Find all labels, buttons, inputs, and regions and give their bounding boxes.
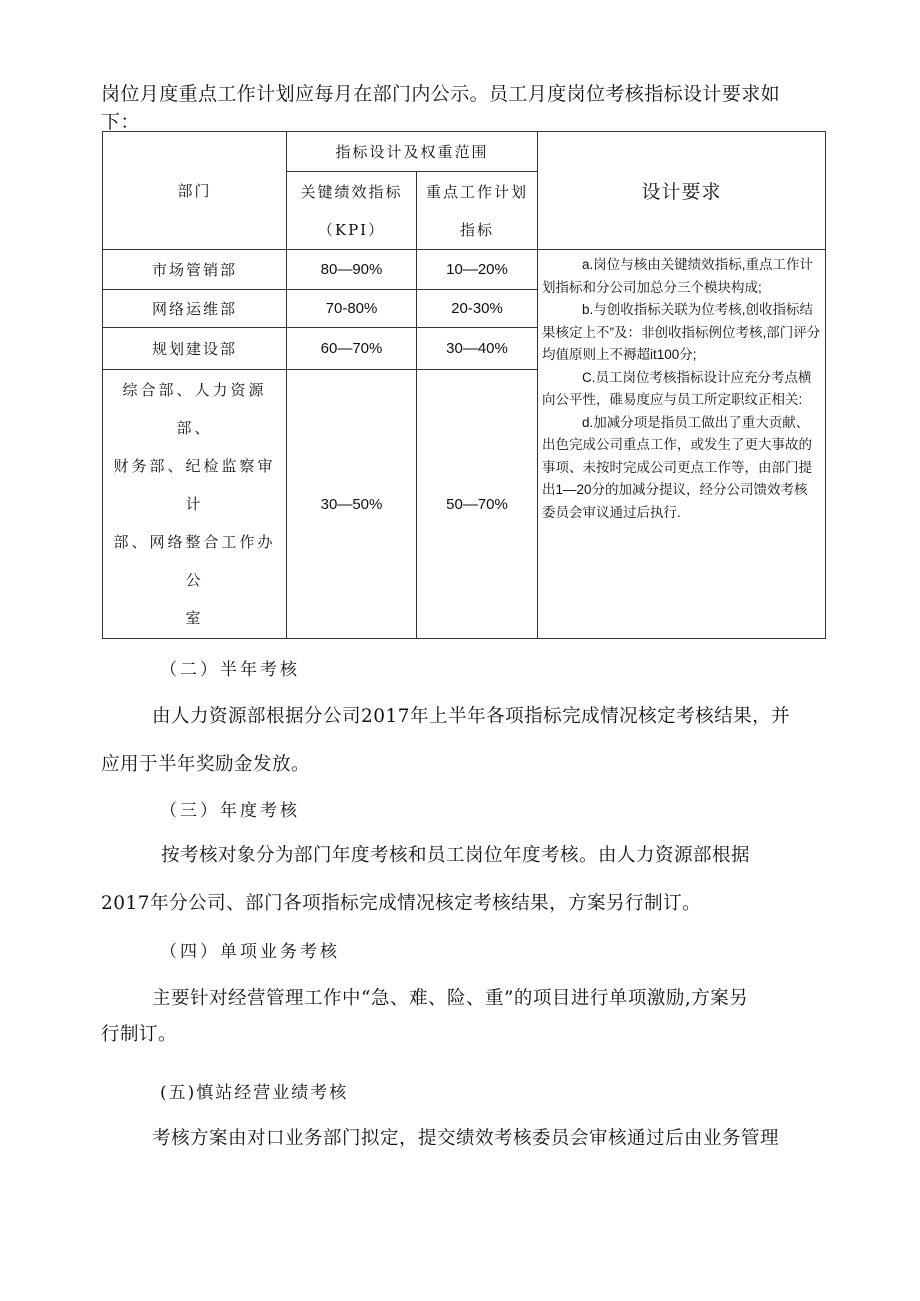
annual-line-2: 2017年分公司、部门各项指标完成情况核定考核结果，方案另行制订。: [101, 893, 702, 914]
requirement-a: a.岗位与核由关键绩效指标,重点工作计划指标和分公司加总分三个模块构成;: [542, 257, 814, 295]
half-year-line-2: 应用于半年奖励金发放。: [101, 754, 311, 775]
table-row: [103, 250, 826, 290]
single-line-1: 主要针对经营管理工作中“急、难、险、重”的项目进行单项激励,方案另: [152, 988, 749, 1009]
annual-paragraph: [101, 832, 825, 928]
header-range-group: 指标设计及权重范围: [287, 132, 538, 172]
intro-line-2: 下：: [101, 111, 140, 133]
kpi-cell: 30—50%: [287, 370, 417, 639]
plan-cell: 20-30%: [417, 290, 538, 328]
kpi-weight-table: [102, 131, 826, 639]
half-year-line-1: 由人力资源部根据分公司2017年上半年各项指标完成情况核定考核结果，并: [152, 706, 791, 727]
requirements-cell: [538, 250, 826, 639]
header-plan: [417, 172, 538, 250]
requirement-d: d.加减分项是指员工做出了重大贡献、出色完成公司重点工作，或发生了更大事故的事项、未按时完成公司更点工作等，由部门提出1—20分的加减分提议，经分公司馈效考核委员会审议通过后执行.: [542, 414, 813, 520]
header-plan-line-1: 重点工作计划: [426, 182, 529, 201]
plan-cell: 10—20%: [417, 250, 538, 290]
town-paragraph: [101, 1115, 825, 1163]
intro-paragraph: [101, 80, 825, 136]
single-line-2: 行制订。: [101, 1024, 178, 1045]
plan-cell: 50—70%: [417, 370, 538, 639]
half-year-paragraph: [101, 693, 825, 789]
header-requirements: 设计要求: [538, 132, 826, 250]
dept-cell: [103, 370, 287, 639]
requirement-b: b.与创收指标关联为位考核,创收指标结果核定上不”及：非创收指标例位考核,部门评分均值原则上不褥超it100分;: [542, 302, 821, 362]
section-heading-annual: （三）年度考核: [160, 801, 300, 821]
intro-line-1: 岗位月度重点工作计划应每月在部门内公示。员工月度岗位考核指标设计要求如: [101, 83, 781, 105]
header-kpi-line-1: 关键绩效指标: [300, 182, 403, 201]
annual-line-1: 按考核对象分为部门年度考核和员工岗位年度考核。由人力资源部根据: [161, 845, 751, 866]
dept-line: 综合部、人力资源部、: [122, 381, 267, 437]
dept-cell: 市场管销部: [103, 250, 287, 290]
requirement-c: C.员工岗位考核指标设计应充分考点横向公平性，碓易度应与员工所定职纹正相关:: [542, 369, 812, 407]
dept-line: 室: [185, 609, 204, 627]
dept-cell: 规划建设部: [103, 328, 287, 370]
plan-cell: 30—40%: [417, 328, 538, 370]
header-dept: 部门: [103, 132, 287, 250]
header-kpi: [287, 172, 417, 250]
section-heading-single: （四）单项业务考核: [160, 942, 340, 962]
dept-line: 部、网络整合工作办公: [113, 533, 276, 589]
header-kpi-line-2: （KPI）: [317, 220, 386, 239]
town-line-1: 考核方案由对口业务部门拟定，提交绩效考核委员会审核通过后由业务管理: [152, 1128, 780, 1149]
kpi-cell: 70-80%: [287, 290, 417, 328]
section-heading-half-year: （二）半年考核: [160, 660, 300, 680]
dept-cell: 网络运维部: [103, 290, 287, 328]
dept-line: 财务部、纪检监察审计: [113, 457, 276, 513]
kpi-cell: 60—70%: [287, 328, 417, 370]
single-paragraph: [101, 975, 825, 1059]
kpi-cell: 80—90%: [287, 250, 417, 290]
header-plan-line-2: 指标: [460, 220, 495, 239]
section-heading-town: (五)慎站经营业绩考核: [160, 1083, 349, 1103]
